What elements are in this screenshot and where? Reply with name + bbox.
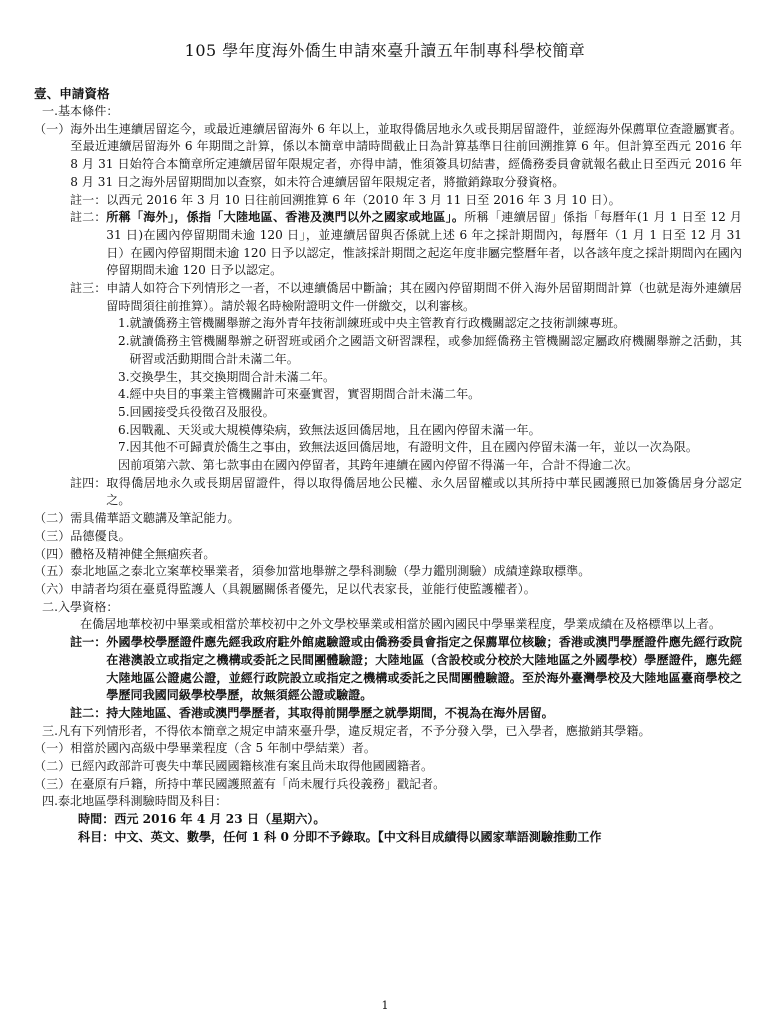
row-label: 7. bbox=[118, 440, 130, 455]
row-label: 1. bbox=[118, 316, 130, 331]
row-text: 海外出生連續居留迄今，或最近連續居留海外 6 年以上，並取得僑居地永久或長期居留證件，並經海外保薦單位查證屬實者。至最近連續居留海外 6 年期間之計算，係以本簡章申請時間截止日為計算基準日往前回溯推算 6 年。但計算至西元 2016 年 8 月 31 日始符合本簡章所定連續居留年限規定者，亦得申請，惟須簽具切結書，經僑務委員會就報名截止日至西元 2016 年 8 月 31 日之海外居留期間加以查察，如未符合連續居留年限規定者，將撤銷錄取分發資格。 bbox=[70, 121, 742, 189]
text-row bbox=[28, 581, 742, 599]
row-label: 2. bbox=[118, 334, 130, 349]
text-row bbox=[28, 758, 742, 776]
page-number: 1 bbox=[381, 999, 389, 1012]
row-text: 相當於國內高級中學畢業程度（含 5 年制中學結業）者。 bbox=[70, 741, 376, 756]
row-text: 需具備華語文聽講及筆記能力。 bbox=[70, 511, 240, 526]
row-label: （二） bbox=[34, 759, 71, 774]
row-text: 取得僑居地永久或長期居留證件，得以取得僑居地公民權、永久居留權或以其所持中華民國護照已加簽僑居身分認定之。 bbox=[106, 475, 742, 508]
row-text: 就讀僑務主管機關舉辦之研習班或函介之國語文研習課程，或參加經僑務主管機關認定屬政府機關舉辦之活動，其研習或活動期間合計未滿二年。 bbox=[129, 334, 742, 366]
row-text: 已經內政部許可喪失中華民國國籍核准有案且尚未取得他國國籍者。 bbox=[70, 759, 434, 774]
row-label: 6. bbox=[118, 422, 130, 437]
row-label: 註四： bbox=[70, 475, 107, 490]
row-text: 持大陸地區、香港或澳門學歷者，其取得前開學歷之就學期間，不視為在海外居留。 bbox=[106, 705, 554, 720]
row-text bbox=[106, 209, 742, 280]
row-text: 凡有下列情形者，不得依本簡章之規定申請來臺升學，違反規定者，不予分發入學，已入學者，應撤銷其學籍。 bbox=[57, 723, 651, 738]
row-text: 泰北地區之泰北立案華校畢業者，須參加當地舉辦之學科測驗（學力鑑別測驗）成績達錄取標準。 bbox=[70, 564, 591, 579]
row-text: 因前項第六款、第七款事由在國內停留者，其跨年連續在國內停留不得滿一年，合計不得逾二次。 bbox=[118, 458, 639, 473]
row-label: 三. bbox=[42, 723, 58, 738]
text-row bbox=[28, 439, 742, 457]
row-text-part: 所稱「海外」，係指「大陸地區、香港及澳門以外之國家或地區」。 bbox=[106, 210, 465, 225]
row-text: 入學資格： bbox=[57, 599, 119, 614]
document-body bbox=[28, 85, 742, 847]
row-text: 泰北地區學科測驗時間及科目： bbox=[57, 794, 228, 809]
row-label: （一） bbox=[34, 121, 71, 136]
row-label: 二. bbox=[42, 599, 58, 614]
text-row bbox=[28, 546, 742, 564]
row-label: 註二： bbox=[70, 705, 107, 720]
text-row bbox=[28, 422, 742, 440]
row-text: 體格及精神健全無痼疾者。 bbox=[70, 546, 216, 561]
row-label: （六） bbox=[34, 581, 71, 596]
text-row bbox=[28, 475, 742, 510]
text-row bbox=[28, 811, 742, 829]
row-label: 註一： bbox=[70, 192, 107, 207]
text-row bbox=[28, 616, 742, 634]
row-text: 經中央目的事業主管機關許可來臺實習，實習期間合計未滿二年。 bbox=[129, 387, 481, 402]
row-text: 回國接受兵役徵召及服役。 bbox=[129, 404, 275, 419]
row-label: （五） bbox=[34, 564, 71, 579]
text-row bbox=[28, 121, 742, 192]
text-row bbox=[28, 457, 742, 475]
row-text: 科目：中文、英文、數學，任何 1 科 0 分即不予錄取。【中文科目成績得以國家華語測驗推動工作 bbox=[78, 829, 602, 844]
row-text: 品德優良。 bbox=[70, 528, 131, 543]
row-label: （一） bbox=[34, 741, 71, 756]
row-label: 註三： bbox=[70, 281, 107, 296]
row-label: 5. bbox=[118, 404, 130, 419]
row-text bbox=[110, 85, 742, 103]
text-row bbox=[28, 528, 742, 546]
text-row bbox=[28, 829, 742, 847]
text-row bbox=[28, 386, 742, 404]
row-label: （三） bbox=[34, 528, 71, 543]
row-text: 申請人如符合下列情形之一者，不以連續僑居中斷論；其在國內停留期間不併入海外居留期間計算（也就是海外連續居留時間須往前推算）。請於報名時檢附證明文件一併繳交，以利審核。 bbox=[106, 281, 742, 313]
row-text: 交換學生，其交換期間合計未滿二年。 bbox=[129, 369, 336, 384]
text-row bbox=[28, 369, 742, 387]
row-label: （四） bbox=[34, 546, 71, 561]
text-row bbox=[28, 776, 742, 794]
row-text: 以西元 2016 年 3 月 10 日往前回溯推算 6 年（2010 年 3 月 11 日至 2016 年 3 月 10 日）。 bbox=[106, 192, 621, 207]
row-text: 因其他不可歸責於僑生之事由，致無法返回僑居地，有證明文件，且在國內停留未滿一年，並以一次為限。 bbox=[129, 440, 698, 455]
text-row bbox=[28, 315, 742, 333]
text-row bbox=[28, 705, 742, 723]
text-row bbox=[28, 192, 742, 210]
text-row bbox=[28, 510, 742, 528]
text-row bbox=[28, 634, 742, 705]
document-title: 105 學年度海外僑生申請來臺升讀五年制專科學校簡章 bbox=[184, 41, 586, 60]
text-row bbox=[28, 599, 742, 617]
row-label: 註二： bbox=[70, 210, 107, 225]
row-label: 3. bbox=[118, 369, 130, 384]
text-row bbox=[28, 103, 742, 121]
row-label: 四. bbox=[42, 794, 58, 809]
row-text: 基本條件： bbox=[57, 104, 119, 118]
row-text: 就讀僑務主管機關舉辦之海外青年技術訓練班或中央主管教育行政機關認定之技術訓練專班。 bbox=[129, 316, 626, 331]
row-text: 外國學校學歷證件應先經我政府駐外館處驗證或由僑務委員會指定之保薦單位核驗；香港或澳門學歷證件應先經行政院在港澳設立或指定之機構或委託之民間團體驗證；大陸地區（含設校或分校於大陸地區之外國學校）學歷證件，應先經大陸地區公證處公證，並經行政院設立或指定之機構或委託之民間團體驗證。至於海外臺灣學校及大陸地區臺商學校之學歷同我國同級學校學歷，故無須經公證或驗證。 bbox=[106, 635, 742, 703]
section-heading bbox=[34, 85, 742, 103]
row-label: 4. bbox=[118, 387, 130, 402]
text-row bbox=[28, 209, 742, 280]
text-row bbox=[28, 333, 742, 368]
row-text: 在臺原有戶籍，所持中華民國護照蓋有「尚未履行兵役義務」戳記者。 bbox=[70, 776, 446, 791]
row-label: 壹、申請資格 bbox=[34, 86, 110, 101]
text-row bbox=[28, 740, 742, 758]
row-text-part: 所稱「連續居留」係指「每曆年(1 月 1 日至 12 月 31 日)在國內停留期間未逾 120 日」，並連續居留與否係就上述 6 年之採計期間內，每曆年（1 月 1 日至 12 月 31 日）在國內停留期間未逾 120 日予以認定，惟該採計期間之起迄年度非屬完整曆年者，以各該年度之採計期間內在國內停留期間未逾 120 日予以認定。 bbox=[106, 210, 743, 278]
row-text: 因戰亂、天災或大規模傳染病，致無法返回僑居地，且在國內停留未滿一年。 bbox=[129, 422, 541, 437]
text-row bbox=[28, 723, 742, 741]
row-text: 時間：西元 2016 年 4 月 23 日（星期六）。 bbox=[78, 812, 326, 827]
row-text: 申請者均須在臺覓得監護人（具親屬關係者優先，足以代表家長，並能行使監護權者）。 bbox=[70, 581, 536, 596]
text-row bbox=[28, 404, 742, 422]
row-label: （二） bbox=[34, 511, 71, 526]
row-label: （三） bbox=[34, 776, 71, 791]
row-text: 在僑居地華校初中畢業或相當於華校初中之外文學校畢業或相當於國內國民中學畢業程度，學業成績在及格標準以上者。 bbox=[80, 617, 721, 632]
row-label: 註一： bbox=[70, 635, 107, 650]
text-row bbox=[28, 280, 742, 315]
text-row bbox=[28, 793, 742, 811]
row-label: 一. bbox=[42, 104, 58, 118]
text-row bbox=[28, 563, 742, 581]
